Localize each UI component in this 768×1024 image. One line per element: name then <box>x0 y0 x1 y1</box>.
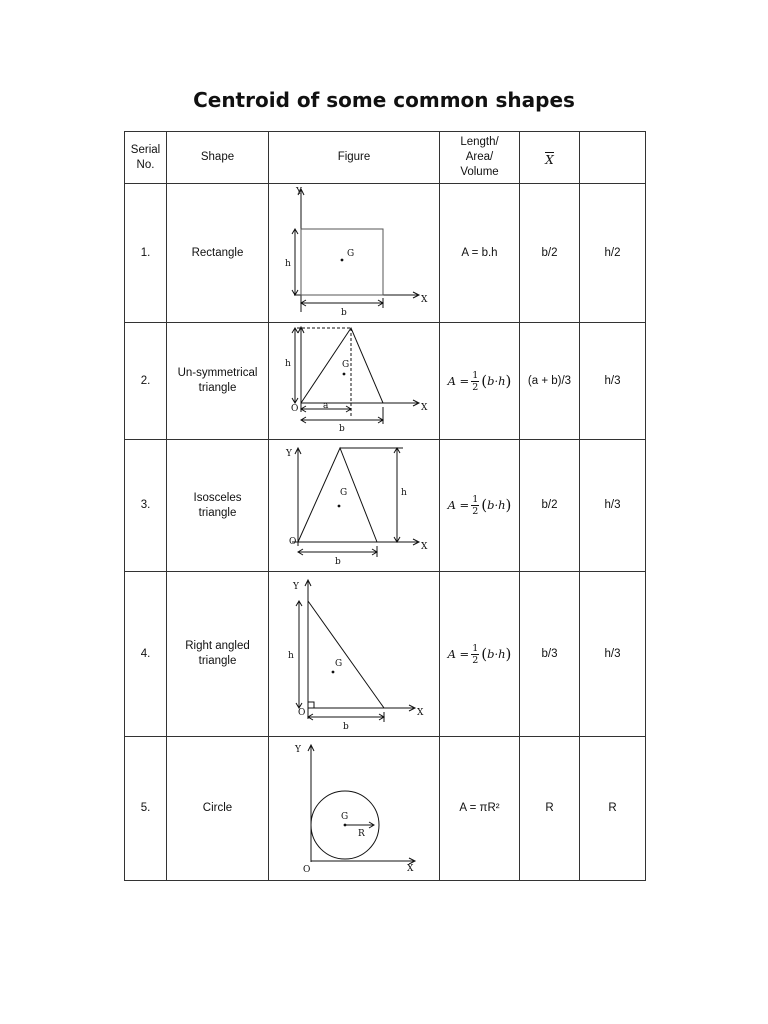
figure-cell <box>269 572 440 737</box>
y-axis-label: Y <box>293 582 299 592</box>
table-row <box>125 184 646 323</box>
header-xbar <box>520 132 580 184</box>
centroid-label: G <box>342 360 350 370</box>
header-serial <box>125 132 167 184</box>
xbar-cell: R <box>520 737 580 881</box>
base-label: b <box>343 722 349 732</box>
figure-cell <box>269 184 440 323</box>
shape-name-line1: Un-symmetrical <box>177 367 258 379</box>
figure-cell <box>269 323 440 440</box>
shape-name-line2: triangle <box>198 506 237 519</box>
fraction-numerator: 1 <box>472 494 479 505</box>
formula-lhs: A = <box>447 373 470 388</box>
serial-cell: 4. <box>125 572 167 737</box>
header-length-line3: Volume <box>460 166 499 178</box>
height-label: h <box>285 259 291 269</box>
header-ybar <box>580 132 646 184</box>
base-label: b <box>339 424 345 434</box>
header-xbar-symbol: X <box>545 152 554 167</box>
base-label: b <box>335 557 341 567</box>
height-label: h <box>285 359 291 369</box>
header-figure: Figure <box>269 132 440 184</box>
shape-cell <box>167 737 269 881</box>
area-cell <box>440 572 520 737</box>
height-label: h <box>288 651 294 661</box>
formula-fraction <box>471 494 479 517</box>
xbar-cell: (a + b)/3 <box>520 323 580 440</box>
area-cell: A = b.h <box>440 184 520 323</box>
base-label: b <box>341 308 347 318</box>
fraction-numerator: 1 <box>472 369 479 381</box>
page-title: Centroid of some common shapes <box>193 88 575 112</box>
isosceles-triangle-figure <box>269 440 439 571</box>
rectangle-figure <box>269 184 439 322</box>
formula-fraction <box>471 643 479 666</box>
header-length <box>440 132 520 184</box>
shape-cell <box>167 440 269 572</box>
xbar-cell: b/2 <box>520 440 580 572</box>
shape-name: Rectangle <box>191 246 244 259</box>
xbar-cell: b/3 <box>520 572 580 737</box>
header-length-line2: Area/ <box>465 151 494 163</box>
x-axis-label: X <box>407 864 414 874</box>
formula-lhs: A = <box>447 646 470 661</box>
shape-name-line1: Right angled <box>185 640 250 652</box>
centroid-label: G <box>347 249 355 259</box>
origin-label: O <box>289 537 297 547</box>
dimension-a-label: a <box>323 401 329 411</box>
shape-name-line1: Isosceles <box>193 491 242 504</box>
origin-label: O <box>303 865 311 875</box>
figure-cell <box>269 440 440 572</box>
area-formula: A = $\frac{1}{2}$ ( b·h ) <box>447 369 512 393</box>
shape-cell <box>167 572 269 737</box>
area-formula: A = $\frac{1}{2}$ ( b·h ) <box>447 494 512 517</box>
x-axis-label: X <box>421 403 428 413</box>
x-axis-label: X <box>417 708 424 718</box>
formula-body: b·h <box>487 646 506 661</box>
shape-cell <box>167 323 269 440</box>
ybar-cell: h/3 <box>580 572 646 737</box>
fraction-denominator: 2 <box>472 381 479 393</box>
table-row <box>125 572 646 737</box>
shape-cell <box>167 184 269 323</box>
header-serial-line2: No. <box>136 158 155 171</box>
serial-cell: 3. <box>125 440 167 572</box>
ybar-cell: h/3 <box>580 323 646 440</box>
header-length-line1: Length/ <box>460 136 499 148</box>
figure-cell <box>269 737 440 881</box>
shape-name-line2: triangle <box>198 655 237 667</box>
origin-label: O <box>298 708 306 718</box>
formula-lhs: A = <box>447 498 470 512</box>
circle-figure <box>269 737 439 880</box>
formula-body: b·h <box>487 498 506 512</box>
x-axis-label: X <box>421 542 428 552</box>
fraction-numerator: 1 <box>472 642 479 654</box>
serial-cell: 5. <box>125 737 167 881</box>
serial-cell: 1. <box>125 184 167 323</box>
header-row <box>125 132 646 184</box>
ybar-cell: h/3 <box>580 440 646 572</box>
x-axis-label: X <box>421 295 428 305</box>
xbar-cell: b/2 <box>520 184 580 323</box>
right-angled-triangle-figure <box>269 572 439 736</box>
height-label: h <box>401 488 407 498</box>
centroid-table <box>124 131 646 881</box>
fraction-denominator: 2 <box>472 654 479 666</box>
formula-fraction <box>471 370 479 393</box>
radius-label: R <box>358 829 365 839</box>
y-axis-label: Y <box>296 187 302 197</box>
table-row <box>125 323 646 440</box>
shape-name-line2: triangle <box>198 382 237 394</box>
centroid-label: G <box>340 488 348 498</box>
table-row <box>125 440 646 572</box>
unsymmetrical-triangle-figure <box>269 323 439 439</box>
area-formula: A = $\frac{1}{2}$ ( b·h ) <box>447 642 512 666</box>
shape-name: Circle <box>202 802 233 814</box>
area-cell: A = πR² <box>440 737 520 881</box>
y-axis-label: Y <box>295 745 301 755</box>
formula-body: b·h <box>487 373 506 388</box>
table-row <box>125 737 646 881</box>
ybar-cell: R <box>580 737 646 881</box>
area-cell <box>440 323 520 440</box>
ybar-cell: h/2 <box>580 184 646 323</box>
serial-cell: 2. <box>125 323 167 440</box>
origin-label: O <box>291 404 299 414</box>
area-cell <box>440 440 520 572</box>
header-shape: Shape <box>167 132 269 184</box>
header-serial-line1: Serial <box>130 143 161 156</box>
fraction-denominator: 2 <box>472 506 479 517</box>
y-axis-label: Y <box>286 449 292 459</box>
centroid-label: G <box>341 812 349 822</box>
centroid-label: G <box>335 659 343 669</box>
